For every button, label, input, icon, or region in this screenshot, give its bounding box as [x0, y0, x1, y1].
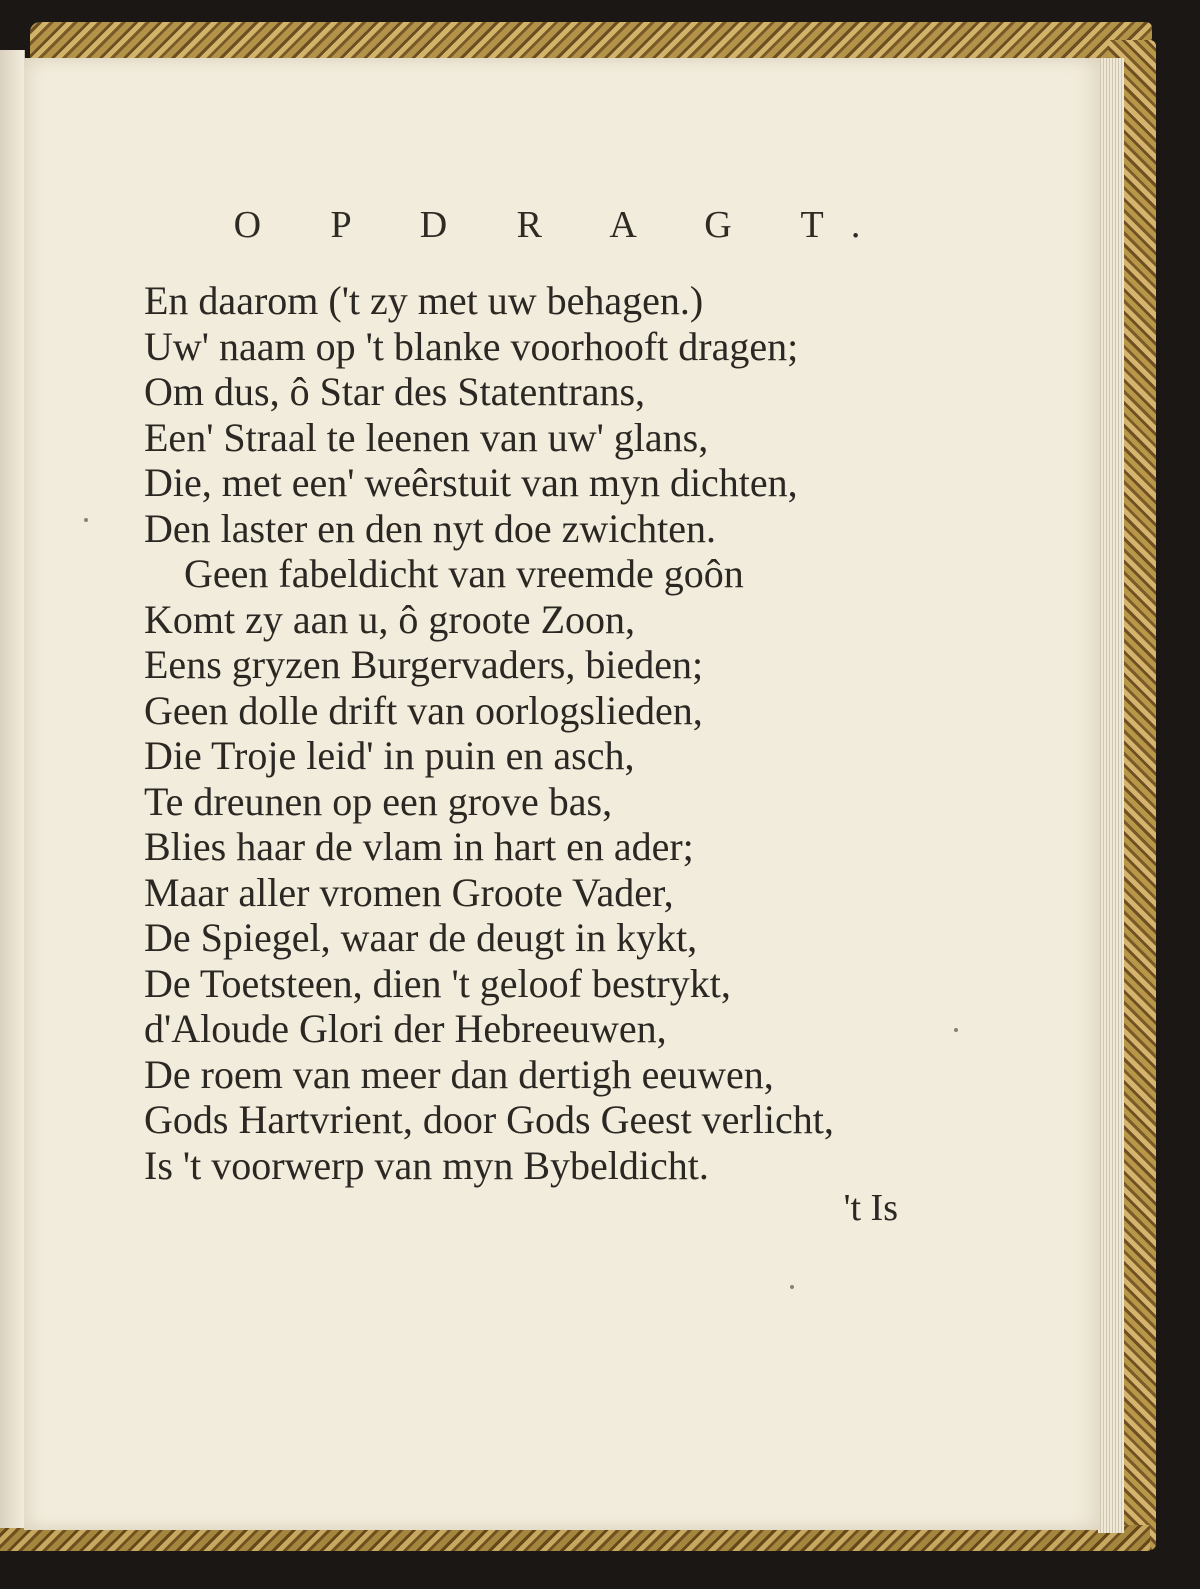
poem-line: Gods Hartvrient, door Gods Geest verlicht,	[144, 1097, 834, 1142]
facing-page-edge	[0, 50, 25, 1528]
catchword: 't Is	[843, 1187, 898, 1229]
poem-line: Den laster en den nyt doe zwichten.	[144, 505, 717, 551]
paper-speck	[84, 518, 88, 522]
poem-line: Een' Straal te leenen van uw' glans,	[144, 414, 709, 460]
book-page	[24, 58, 1100, 1530]
poem-line: De Toetsteen, dien 't geloof bestrykt,	[144, 960, 731, 1006]
paper-speck	[954, 1028, 958, 1032]
book-cover-top-edge	[30, 22, 1152, 62]
poem-line: De Spiegel, waar de deugt in kykt,	[144, 915, 698, 960]
poem-line: Te dreunen op een grove bas,	[144, 778, 613, 824]
poem-line: Die Troje leid' in puin en asch,	[144, 733, 635, 778]
poem-line: Geen fabeldicht van vreemde goôn	[184, 551, 744, 596]
poem-line: Maar aller vromen Groote Vader,	[144, 869, 674, 915]
poem-line: Blies haar de vlam in hart en ader;	[144, 824, 694, 869]
page-heading: O P D R A G T.	[233, 204, 891, 246]
poem-line: Die, met een' weêrstuit van myn dichten,	[144, 460, 798, 505]
poem-line: Is 't voorwerp van myn Bybeldicht.	[144, 1142, 709, 1188]
page-block-edges	[1098, 58, 1124, 1533]
poem-line: Komt zy aan u, ô groote Zoon,	[144, 596, 635, 642]
poem-line: Eens gryzen Burgervaders, bieden;	[144, 642, 704, 687]
poem-line: De roem van meer dan dertigh eeuwen,	[144, 1051, 774, 1097]
poem-line: Uw' naam op 't blanke voorhooft dragen;	[144, 323, 799, 369]
poem-line: Om dus, ô Star des Statentrans,	[144, 369, 646, 414]
paper-speck	[790, 1285, 794, 1289]
poem-text	[144, 278, 834, 1188]
poem-line: En daarom ('t zy met uw behagen.)	[144, 278, 704, 323]
poem-line: d'Aloude Glori der Hebreeuwen,	[144, 1006, 667, 1051]
poem-line: Geen dolle drift van oorlogslieden,	[144, 687, 703, 733]
